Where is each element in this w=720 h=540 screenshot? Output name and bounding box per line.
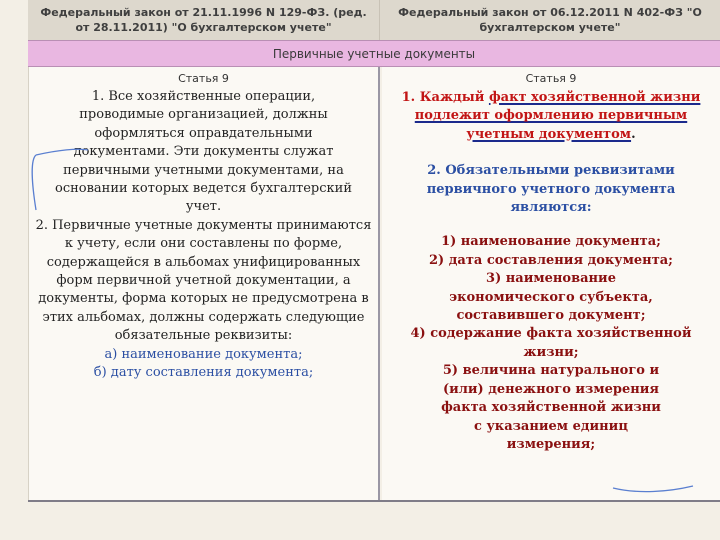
comparison-table [28,0,720,540]
right-item-1: 1) наименование документа; [441,234,661,250]
left-item-b: б) дату составления документа; [93,365,314,381]
table-bottom-border [28,500,720,502]
right-paragraph-2: 2. Обязательными реквизитами первичного учетного документа являются: [426,163,676,216]
right-item-list [382,233,720,454]
right-p1-end: . [631,126,636,142]
left-article-label: Статья 9 [178,72,229,85]
right-item-3: 3) наименование экономического субъекта, составившего документ; [449,271,653,324]
right-column [382,67,720,500]
header-right-law: Федеральный закон от 06.12.2011 N 402-ФЗ "О бухгалтерском учете" [380,0,720,40]
right-item-2: 2) дата составления документа; [429,252,673,268]
right-paragraph-1 [382,89,720,144]
left-paragraph-1: 1. Все хозяйственные операции, проводимые организацией, должны оформляться оправдательными документами. Эти документы служат первичными учетными документами, на основании которых ведется бухгалтерский учет. [55,89,352,215]
right-item-5: 5) величина натурального и (или) денежного измерения факта хозяйственной жизни с указанием единиц измерения; [441,363,661,452]
right-p1-start: 1. Каждый [401,90,489,105]
left-paragraph-2: 2. Первичные учетные документы принимаются к учету, если они составлены по форме, содержащейся в альбомах унифицированных форм первичной учетной документации, а документы, форма которых не предусмотрена в этих альбомах, должны содержать следующие обязательные реквизиты: [35,217,372,344]
left-item-a: а) наименование документа; [104,346,303,362]
section-title: Первичные учетные документы [28,40,720,67]
right-p1-underlined: факт хозяйственной жизни подлежит оформлению первичным учетным документом [414,90,701,142]
header-left-law: Федеральный закон от 21.11.1996 N 129-ФЗ. (ред. от 28.11.2011) "О бухгалтерском учете" [28,0,380,40]
right-article-label: Статья 9 [525,72,577,85]
left-column [28,67,380,500]
right-item-4: 4) содержание факта хозяйственной жизни; [410,326,692,360]
